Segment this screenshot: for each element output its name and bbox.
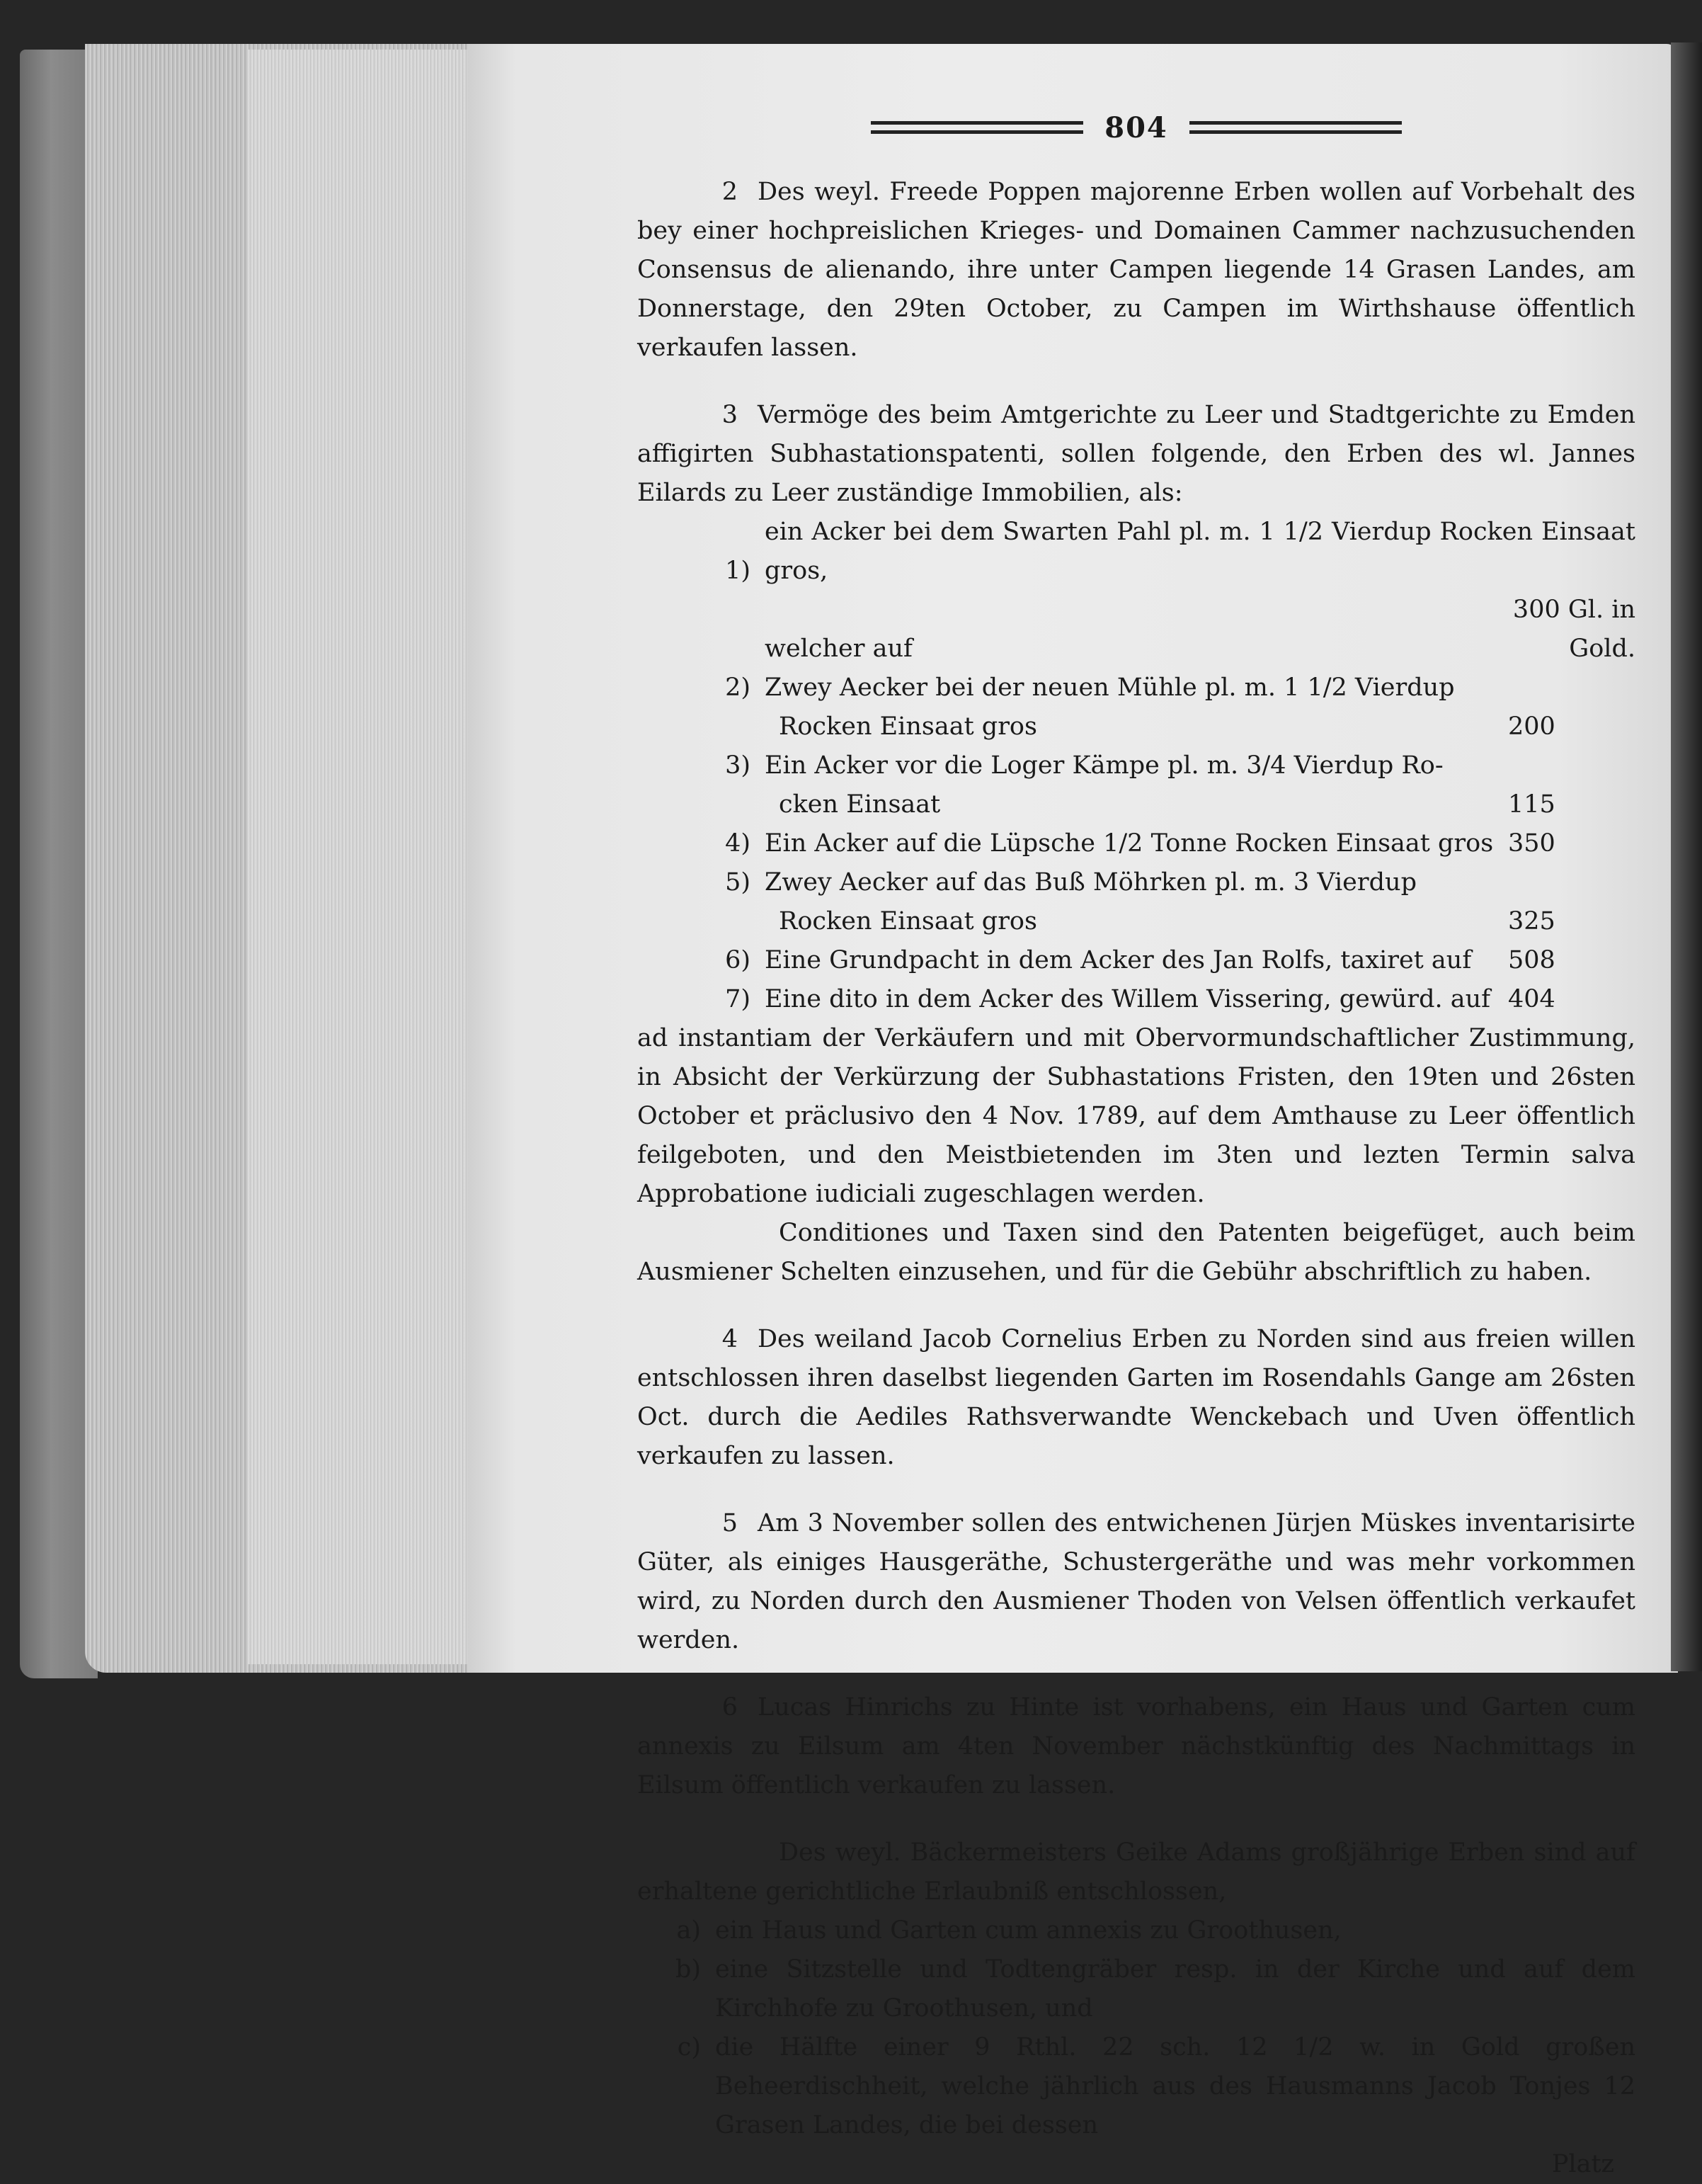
- item-label: 6): [725, 946, 750, 974]
- list-item: [637, 2028, 1635, 2145]
- item-text: eine Sitzstelle und Todtengräber resp. in der Kirche und auf dem Kirchhofe zu Groothusen, und: [715, 1955, 1635, 2023]
- entry-number: 5: [721, 1509, 738, 1537]
- entry-note: Conditiones und Taxen sind den Patenten beigefüget, auch beim Ausmiener Schelten einzusehen, und für die Gebühr abschriftlich zu haben.: [637, 1219, 1635, 1286]
- list-item: [637, 824, 1635, 863]
- page-header: [651, 106, 1621, 149]
- item-label: 4): [725, 829, 750, 858]
- entry-6: [637, 1688, 1635, 1805]
- list-item: [637, 591, 1635, 669]
- item-value: 404: [1508, 985, 1555, 1013]
- entry-text: Des weyl. Freede Poppen majorenne Erben wollen auf Vorbehalt des bey einer hochpreislichen Krieges- und Domainen Cammer nachzusuchenden Consensus de alienando, ihre unter Campen liegende 14 Grasen Landes, am Donnerstage, den 29ten October, zu Campen im Wirthshause öffentlich verkaufen lassen.: [637, 178, 1635, 362]
- entry-number: 4: [721, 1325, 738, 1353]
- list-item: [637, 513, 1635, 591]
- list-item: [637, 707, 1635, 746]
- item-text: Ein Acker vor die Loger Kämpe pl. m. 3/4 Vierdup Ro-: [765, 751, 1444, 780]
- list-item: [637, 863, 1635, 902]
- entry-4: [637, 1320, 1635, 1476]
- item-label: 3): [725, 751, 750, 780]
- entry-text: Lucas Hinrichs zu Hinte ist vorhabens, ein Haus und Garten cum annexis zu Eilsum am 4ten November nächstkünftig des Nachmittags in Eilsum öffentlich verkaufen zu lassen.: [637, 1693, 1635, 1799]
- list-item: [637, 785, 1635, 824]
- page-content: [637, 106, 1635, 2184]
- item-text: Eine Grundpacht in dem Acker des Jan Rolfs, taxiret auf: [765, 946, 1472, 974]
- page-stack-inner-edge: [248, 50, 474, 1664]
- entry-number: 3: [721, 401, 738, 429]
- item-text: welcher auf: [765, 635, 913, 663]
- list-item: [637, 1950, 1635, 2028]
- item-text: Eine dito in dem Acker des Willem Vissering, gewürd. auf: [765, 985, 1491, 1013]
- list-item: [637, 669, 1635, 707]
- entry-7: [637, 1833, 1635, 2184]
- header-rule-left: [871, 121, 1083, 134]
- item-value: 508: [1508, 946, 1555, 974]
- entry-text: Des weiland Jacob Cornelius Erben zu Norden sind aus freien willen entschlossen ihren daselbst liegenden Garten im Rosendahls Gange am 26sten Oct. durch die Aediles Rathsverwandte Wenckebach und Uven öffentlich verkaufen zu lassen.: [637, 1325, 1635, 1470]
- item-value: 115: [1508, 790, 1555, 819]
- item-label: b): [675, 1955, 701, 1984]
- list-item: [637, 746, 1635, 785]
- item-text: Zwey Aecker auf das Buß Möhrken pl. m. 3 Vierdup: [765, 868, 1417, 897]
- entry-intro: Vermöge des beim Amtgerichte zu Leer und Stadtgerichte zu Emden affigirten Subhastationspatenti, sollen folgende, den Erben des wl. Jannes Eilards zu Leer zuständige Immobilien, als:: [637, 401, 1635, 507]
- item-label: 7): [725, 985, 750, 1013]
- item-text: Ein Acker auf die Lüpsche 1/2 Tonne Rocken Einsaat gros: [765, 829, 1494, 858]
- item-text: ein Haus und Garten cum annexis zu Groothusen,: [715, 1916, 1342, 1945]
- entry-outro: ad instantiam der Verkäufern und mit Obervormundschaftlicher Zustimmung, in Absicht der Verkürzung der Subhastations Fristen, den 19ten und 26sten October et präclusivo den 4 Nov. 1789, auf dem Amthause zu Leer öffentlich feilgeboten, und den Meistbietenden im 3ten und lezten Termin salva Approbatione iudiciali zugeschlagen werden.: [637, 1024, 1635, 1208]
- item-value: 325: [1508, 907, 1555, 935]
- item-label: 2): [725, 673, 750, 702]
- catchword: Platz: [1551, 2150, 1614, 2178]
- item-label: a): [676, 1916, 701, 1945]
- entry-intro: Des weyl. Bäckermeisters Geike Adams großjährige Erben sind auf erhaltene gerichtliche Erlaubniß entschlossen,: [637, 1838, 1635, 1906]
- item-text: Rocken Einsaat gros: [779, 712, 1037, 741]
- item-value: 350: [1508, 829, 1555, 858]
- page-number: 804: [1104, 110, 1168, 144]
- item-value: 200: [1508, 712, 1555, 741]
- item-value: 300 Gl. in Gold.: [1512, 596, 1635, 663]
- entry-3: [637, 396, 1635, 1292]
- property-list: [637, 513, 1635, 1019]
- item-text: ein Acker bei dem Swarten Pahl pl. m. 1 1/2 Vierdup Rocken Einsaat gros,: [765, 518, 1635, 585]
- item-text: cken Einsaat: [779, 790, 941, 819]
- list-item: [637, 980, 1635, 1019]
- facing-page-edge: [1671, 42, 1702, 1671]
- property-list: [637, 1911, 1635, 2145]
- item-label: 1): [725, 557, 750, 585]
- item-label: c): [677, 2033, 701, 2061]
- entry-number: 2: [721, 178, 738, 206]
- item-text: Zwey Aecker bei der neuen Mühle pl. m. 1 1/2 Vierdup: [765, 673, 1455, 702]
- item-text: Rocken Einsaat gros: [779, 907, 1037, 935]
- entry-number: 6: [721, 1693, 738, 1722]
- entry-5: [637, 1504, 1635, 1660]
- list-item: [637, 941, 1635, 980]
- list-item: [637, 902, 1635, 941]
- list-item: [637, 1911, 1635, 1950]
- header-rule-right: [1189, 121, 1402, 134]
- entry-text: Am 3 November sollen des entwichenen Jürjen Müskes inventarisirte Güter, als einiges Hausgeräthe, Schustergeräthe und was mehr vorkommen wird, zu Norden durch den Ausmiener Thoden von Velsen öffentlich verkaufet werden.: [637, 1509, 1635, 1654]
- item-text: die Hälfte einer 9 Rthl. 22 sch. 12 1/2 w. in Gold großen Beheerdischheit, welche jährlich aus des Hausmanns Jacob Tonjes 12 Grasen Landes, die bei dessen: [715, 2033, 1635, 2139]
- item-label: 5): [725, 868, 750, 897]
- entry-2: [637, 173, 1635, 368]
